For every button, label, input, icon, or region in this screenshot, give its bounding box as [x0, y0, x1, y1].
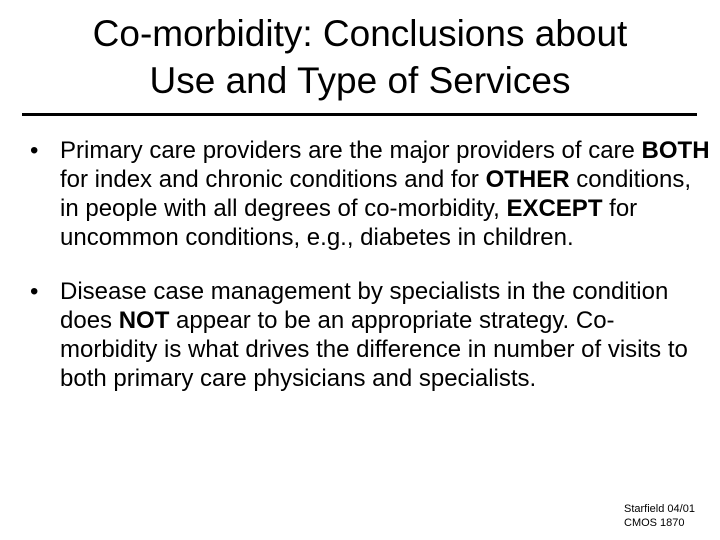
bullet-text: conditions, in people with all degrees of co-morbidity, — [60, 166, 691, 222]
bullet-mark: • — [30, 278, 39, 305]
emphasis-text: OTHER — [485, 166, 570, 193]
footer-author-date: Starfield 04/01 — [624, 503, 695, 515]
footer-reference: CMOS 1870 — [624, 517, 685, 529]
bullet-item-primary-care — [30, 136, 710, 252]
bullet-text: Disease case management by specialists in the condition does — [60, 278, 669, 334]
bullet-item-case-management — [30, 277, 710, 393]
emphasis-text: BOTH — [641, 137, 710, 164]
title-line-2: Use and Type of Services — [149, 60, 571, 101]
bullet-list — [30, 136, 710, 418]
emphasis-text: EXCEPT — [506, 195, 603, 222]
source-footer — [624, 502, 695, 530]
bullet-text: Primary care providers are the major providers of care — [60, 137, 642, 164]
bullet-text: for index and chronic conditions and for — [60, 166, 486, 193]
slide-title — [20, 10, 700, 104]
bullet-text: appear to be an appropriate strategy. Co-morbidity is what drives the difference in number of visits to both primary care physicians and specialists. — [60, 307, 688, 392]
bullet-mark: • — [30, 137, 39, 164]
emphasis-text: NOT — [118, 307, 170, 334]
bullet-text: for uncommon conditions, e.g., diabetes in children. — [60, 195, 638, 251]
title-divider — [22, 113, 697, 116]
title-line-1: Co-morbidity: Conclusions about — [92, 13, 628, 54]
